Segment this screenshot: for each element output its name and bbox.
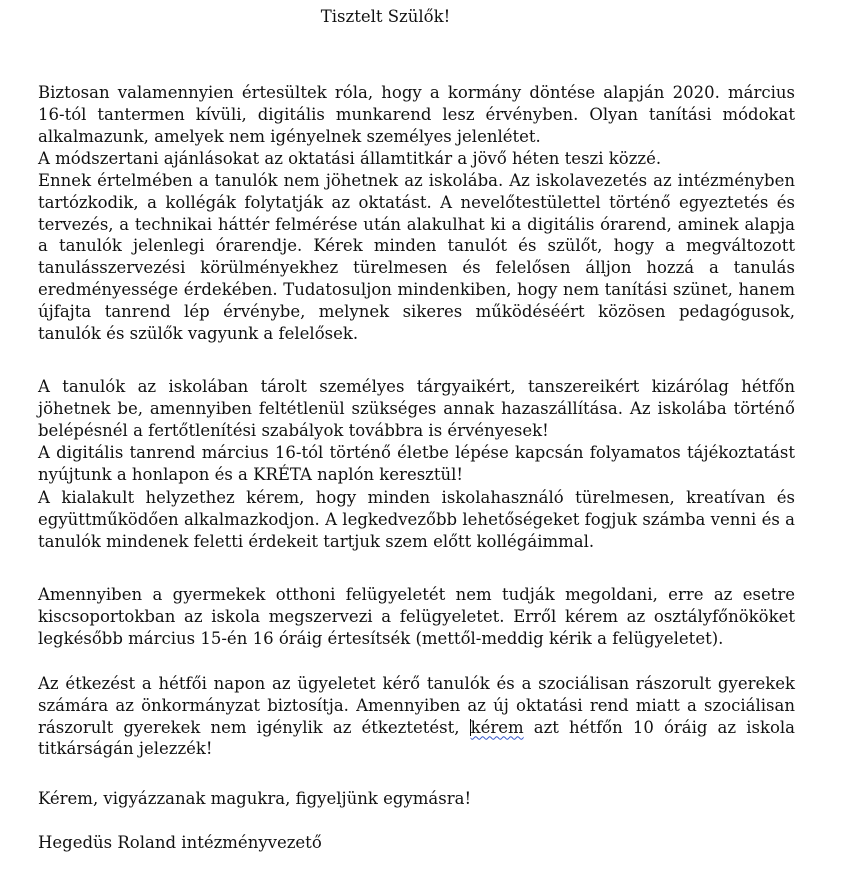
paragraph-consequences: Ennek értelmében a tanulók nem jöhetnek az iskolába. Az iskolavezetés az intézményben tartózkodik, a kollégák folytatják az oktatást. A nevelőtestülettel történő egyeztetés és tervezés, a technikai háttér felmérése után alakulhat ki a digitális órarend, aminek alapja a tanulók jelenlegi órarendje. Kérek minden tanulót és szülőt, hogy a megváltozott tanulásszervezési körülményekhez türelmesen és felelősen álljon hozzá a tanulás eredményessége érdekében. Tudatosuljon mindenkiben, hogy nem tanítási szünet, hanem újfajta tanrend lép érvénybe, melynek sikeres működéséért közösen pedagógusok, tanulók és szülők vagyunk a felelősek. bbox=[38, 171, 795, 343]
paragraph-cooperation: A kialakult helyzethez kérem, hogy minden iskolahasználó türelmesen, kreatívan és együttműködően alkalmazkodjon. A legkedvezőbb lehetőségeket fogjuk számba venni és a tanulók mindenek feletti érdekeit tartjuk szem előtt kollégáimmal. bbox=[38, 488, 795, 551]
signature: Hegedüs Roland intézményvezető bbox=[38, 833, 322, 852]
meals-text-before: Az étkezést a hétfői napon az ügyeletet kérő tanulók és a szociálisan rászorult gyerekek számára az önkormányzat biztosítja. Amennyiben az új oktatási rend miatt a szociálisan rászorult gyerekek nem igénylik az étkeztetést, bbox=[38, 674, 795, 737]
meals-text-after: azt hétfőn 10 óráig az iskola titkárságán jelezzék! bbox=[38, 717, 795, 759]
spellcheck-highlight[interactable]: kérem bbox=[470, 717, 524, 737]
paragraph-supervision: Amennyiben a gyermekek otthoni felügyeletét nem tudják megoldani, erre az esetre kiscsoportokban az iskola megszervezi a felügyeletet. Erről kérem az osztályfőnököket legkésőbb március 15-én 16 óráig értesítsék (mettől-meddig kérik a felügyeletet). bbox=[38, 585, 795, 648]
paragraph-closing: Kérem, vigyázzanak magukra, figyeljünk egymásra! bbox=[38, 789, 472, 808]
paragraph-intro: Biztosan valamennyien értesültek róla, hogy a kormány döntése alapján 2020. március 16-tól tantermen kívüli, digitális munkarend lesz érvényben. Olyan tanítási módokat alkalmazunk, amelyek nem igényelnek személyes jelenlétet. bbox=[38, 83, 795, 146]
paragraph-methodology: A módszertani ajánlásokat az oktatási államtitkár a jövő héten teszi közzé. bbox=[38, 149, 662, 168]
paragraph-belongings: A tanulók az iskolában tárolt személyes tárgyaikért, tanszereikért kizárólag hétfőn jöhetnek be, amennyiben feltétlenül szükséges annak hazaszállítása. Az iskolába történő belépésnél a fertőtlenítési szabályok továbbra is érvényesek! bbox=[38, 377, 795, 440]
letter-greeting: Tisztelt Szülők! bbox=[320, 7, 451, 26]
paragraph-digital-schedule: A digitális tanrend március 16-tól történő életbe lépése kapcsán folyamatos tájékoztatást nyújtunk a honlapon és a KRÉTA naplón keresztül! bbox=[38, 443, 795, 484]
paragraph-meals bbox=[38, 673, 795, 760]
